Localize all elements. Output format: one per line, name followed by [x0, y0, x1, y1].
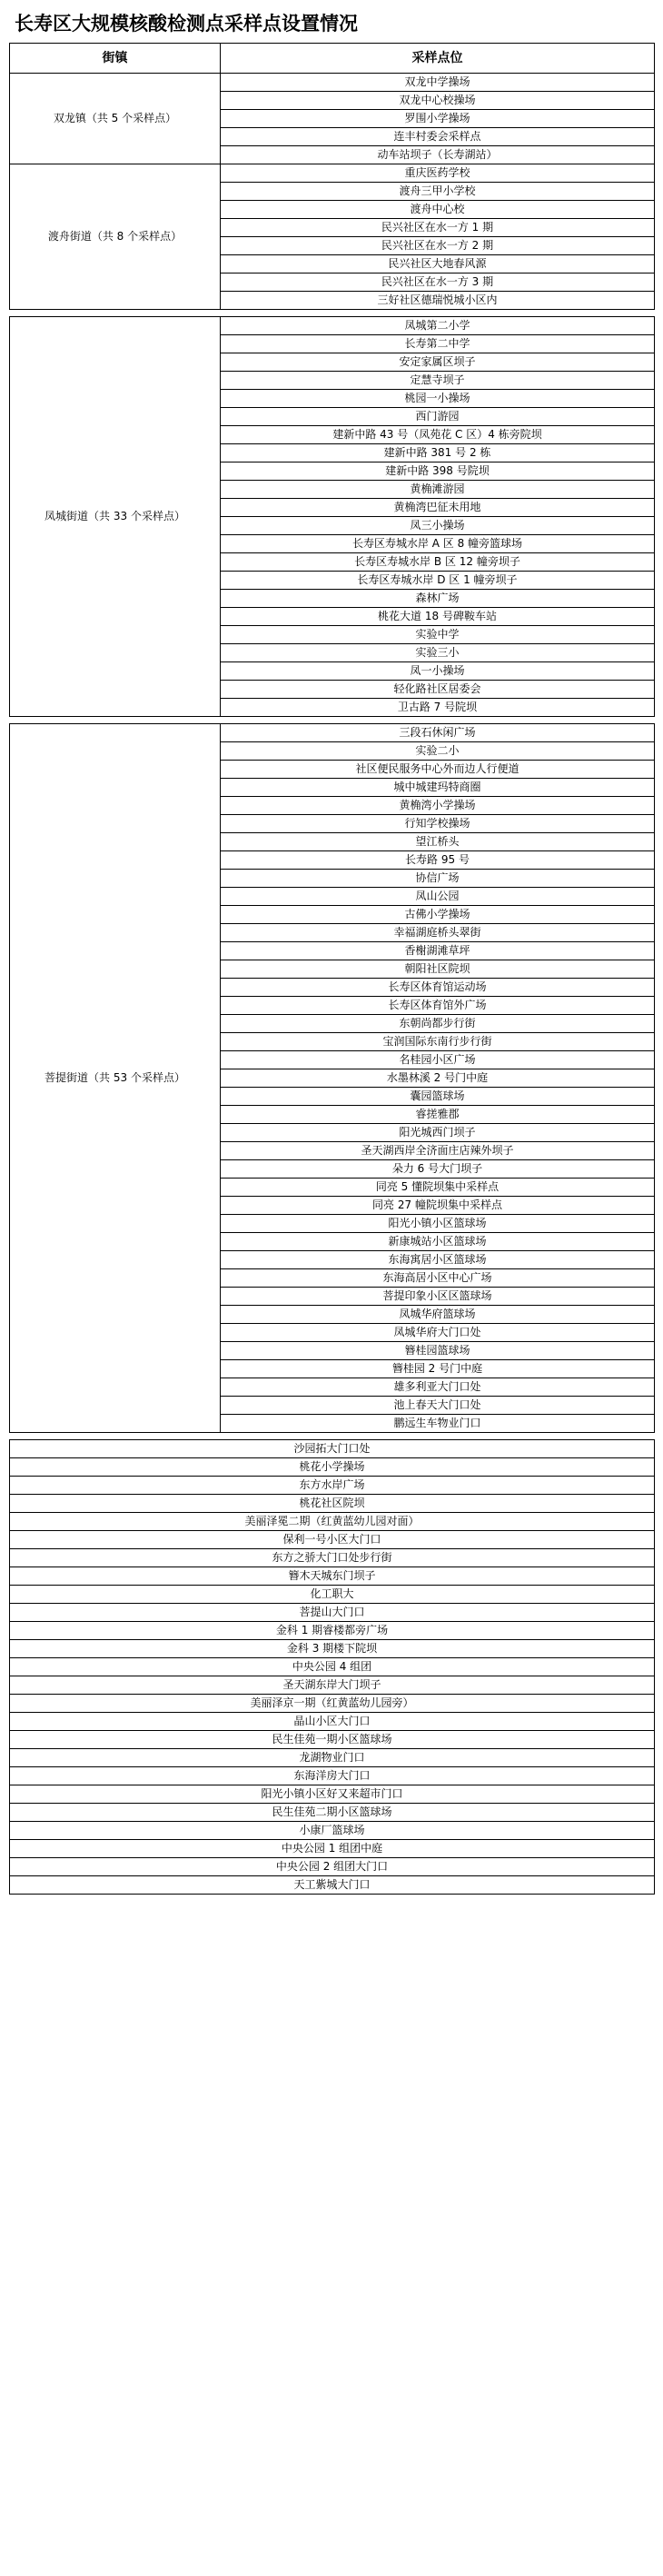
site-cell: 东朝尚都步行街 — [221, 1015, 655, 1033]
site-cell: 长寿区体育馆运动场 — [221, 979, 655, 997]
site-cell: 金科 1 期睿楼都旁广场 — [10, 1622, 655, 1640]
sampling-sites-table — [9, 316, 655, 717]
district-cell: 渡舟街道（共 8 个采样点） — [10, 164, 221, 310]
site-cell: 中央公园 1 组团中庭 — [10, 1840, 655, 1858]
site-cell: 阳光小镇小区篮球场 — [221, 1215, 655, 1233]
site-cell: 东海洋房大门口 — [10, 1767, 655, 1785]
table-row — [10, 1586, 655, 1604]
site-cell: 三段石休闲广场 — [221, 724, 655, 742]
table-gap — [9, 1433, 654, 1439]
table-row — [10, 1840, 655, 1858]
site-cell: 凤三小操场 — [221, 517, 655, 535]
site-cell: 黄桷滩游园 — [221, 481, 655, 499]
site-cell: 桃花小学操场 — [10, 1458, 655, 1477]
site-cell: 民生佳苑二期小区篮球场 — [10, 1804, 655, 1822]
table-row — [10, 1567, 655, 1586]
table-row — [10, 1713, 655, 1731]
site-cell: 美丽泽冕二期（红黄蓝幼儿园对面） — [10, 1513, 655, 1531]
site-cell: 行知学校操场 — [221, 815, 655, 833]
table-row — [10, 724, 655, 742]
table-row — [10, 74, 655, 92]
site-cell: 幸福湖庭桥头翠街 — [221, 924, 655, 942]
site-cell: 东方水岸广场 — [10, 1477, 655, 1495]
table-row — [10, 1695, 655, 1713]
site-cell: 化工职大 — [10, 1586, 655, 1604]
column-header-site: 采样点位 — [221, 44, 655, 74]
site-cell: 长寿区体育馆外广场 — [221, 997, 655, 1015]
site-cell: 朵力 6 号大门坝子 — [221, 1160, 655, 1179]
table-row — [10, 1604, 655, 1622]
site-cell: 民生佳苑一期小区篮球场 — [10, 1731, 655, 1749]
site-cell: 森林广场 — [221, 590, 655, 608]
site-cell: 罗围小学操场 — [221, 110, 655, 128]
site-cell: 城中城建玛特商圈 — [221, 779, 655, 797]
site-cell: 圣天湖东岸大门坝子 — [10, 1676, 655, 1695]
site-cell: 渡舟中心校 — [221, 201, 655, 219]
site-cell: 同亮 5 懂院坝集中采样点 — [221, 1179, 655, 1197]
site-cell: 长寿路 95 号 — [221, 851, 655, 870]
site-cell: 朝阳社区院坝 — [221, 960, 655, 979]
site-cell: 古佛小学操场 — [221, 906, 655, 924]
table-row — [10, 317, 655, 335]
site-cell: 凤城华府篮球场 — [221, 1306, 655, 1324]
table-header-row — [10, 44, 655, 74]
table-row — [10, 1622, 655, 1640]
site-cell: 民兴社区在水一方 2 期 — [221, 237, 655, 255]
site-cell: 长寿区寿城水岸 D 区 1 幢旁坝子 — [221, 572, 655, 590]
site-cell: 中央公园 2 组团大门口 — [10, 1858, 655, 1876]
site-cell: 三好社区德瑞悦城小区内 — [221, 292, 655, 310]
site-cell: 菩提印象小区区篮球场 — [221, 1288, 655, 1306]
site-cell: 卫古路 7 号院坝 — [221, 699, 655, 717]
site-cell: 建新中路 43 号（凤苑花 C 区）4 栋旁院坝 — [221, 426, 655, 444]
site-cell: 渡舟三甲小学校 — [221, 183, 655, 201]
site-cell: 安定家属区坝子 — [221, 353, 655, 372]
table-row — [10, 1477, 655, 1495]
site-cell: 社区便民服务中心外而边人行便道 — [221, 761, 655, 779]
table-row — [10, 1440, 655, 1458]
site-cell: 中央公园 4 组团 — [10, 1658, 655, 1676]
site-cell: 桃花社区院坝 — [10, 1495, 655, 1513]
site-cell: 凤一小操场 — [221, 662, 655, 681]
sampling-sites-table-host — [9, 43, 654, 1895]
table-row — [10, 1858, 655, 1876]
table-row — [10, 1458, 655, 1477]
site-cell: 长寿第二中学 — [221, 335, 655, 353]
sampling-sites-table — [9, 43, 655, 310]
site-cell: 东海寓居小区篮球场 — [221, 1251, 655, 1269]
site-cell: 长寿区寿城水岸 B 区 12 幢旁坝子 — [221, 553, 655, 572]
site-cell: 阳光城西门坝子 — [221, 1124, 655, 1142]
site-cell: 簪桂园 2 号门中庭 — [221, 1360, 655, 1378]
site-cell: 宝润国际东南行步行街 — [221, 1033, 655, 1051]
site-cell: 美丽泽京一期（红黄蓝幼儿园旁） — [10, 1695, 655, 1713]
district-cell: 凤城街道（共 33 个采样点） — [10, 317, 221, 717]
site-cell: 协信广场 — [221, 870, 655, 888]
site-cell: 重庆医药学校 — [221, 164, 655, 183]
table-row — [10, 164, 655, 183]
table-row — [10, 1876, 655, 1895]
site-cell: 西门游园 — [221, 408, 655, 426]
site-cell: 天工紫城大门口 — [10, 1876, 655, 1895]
site-cell: 池上春天大门口处 — [221, 1397, 655, 1415]
site-cell: 簪木天城东门坝子 — [10, 1567, 655, 1586]
site-cell: 金科 3 期楼下院坝 — [10, 1640, 655, 1658]
site-cell: 桃园一小操场 — [221, 390, 655, 408]
site-cell: 菩提山大门口 — [10, 1604, 655, 1622]
table-row — [10, 1749, 655, 1767]
table-row — [10, 1767, 655, 1785]
site-cell: 民兴社区大地春风源 — [221, 255, 655, 274]
site-cell: 桃花大道 18 号碑鞍车站 — [221, 608, 655, 626]
site-cell: 黄桷湾小学操场 — [221, 797, 655, 815]
site-cell: 东方之骄大门口处步行街 — [10, 1549, 655, 1567]
site-cell: 香榭湖滩草坪 — [221, 942, 655, 960]
site-cell: 黄桷湾巴征未用地 — [221, 499, 655, 517]
site-cell: 实验三小 — [221, 644, 655, 662]
site-cell: 名桂园小区广场 — [221, 1051, 655, 1069]
table-row — [10, 1785, 655, 1804]
site-cell: 晶山小区大门口 — [10, 1713, 655, 1731]
table-row — [10, 1531, 655, 1549]
site-cell: 鹏远生车物业门口 — [221, 1415, 655, 1433]
site-cell: 实验中学 — [221, 626, 655, 644]
site-cell: 双龙中学操场 — [221, 74, 655, 92]
site-cell: 保利一号小区大门口 — [10, 1531, 655, 1549]
site-cell: 囊园篮球场 — [221, 1088, 655, 1106]
site-cell: 凤山公园 — [221, 888, 655, 906]
site-cell: 阳光小镇小区好又来超市门口 — [10, 1785, 655, 1804]
site-cell: 小康厂篮球场 — [10, 1822, 655, 1840]
table-row — [10, 1549, 655, 1567]
site-cell: 睿搓雅郡 — [221, 1106, 655, 1124]
table-row — [10, 1804, 655, 1822]
table-row — [10, 1658, 655, 1676]
site-cell: 东海高居小区中心广场 — [221, 1269, 655, 1288]
table-row — [10, 1513, 655, 1531]
site-cell: 凤城第二小学 — [221, 317, 655, 335]
table-row — [10, 1640, 655, 1658]
column-header-district: 街镇 — [10, 44, 221, 74]
site-cell: 沙园拓大门口处 — [10, 1440, 655, 1458]
site-cell: 凤城华府大门口处 — [221, 1324, 655, 1342]
table-row — [10, 1495, 655, 1513]
site-cell: 望江桥头 — [221, 833, 655, 851]
site-cell: 轻化路社区居委会 — [221, 681, 655, 699]
site-cell: 实验二小 — [221, 742, 655, 761]
table-row — [10, 1731, 655, 1749]
table-row — [10, 1676, 655, 1695]
site-cell: 定慧寺坝子 — [221, 372, 655, 390]
table-gap — [9, 717, 654, 723]
site-cell: 长寿区寿城水岸 A 区 8 幢旁篮球场 — [221, 535, 655, 553]
table-gap — [9, 310, 654, 316]
site-cell: 水墨林溪 2 号门中庭 — [221, 1069, 655, 1088]
page-title: 长寿区大规模核酸检测点采样点设置情况 — [15, 13, 358, 35]
site-cell: 新康城站小区篮球场 — [221, 1233, 655, 1251]
site-cell: 建新中路 381 号 2 栋 — [221, 444, 655, 462]
site-cell: 连丰村委会采样点 — [221, 128, 655, 146]
sampling-sites-table — [9, 723, 655, 1433]
district-cell: 菩提街道（共 53 个采样点） — [10, 724, 221, 1433]
site-cell: 同亮 27 幢院坝集中采样点 — [221, 1197, 655, 1215]
site-cell: 龙湖物业门口 — [10, 1749, 655, 1767]
sampling-sites-table — [9, 1439, 655, 1895]
site-cell: 民兴社区在水一方 3 期 — [221, 274, 655, 292]
district-cell: 双龙镇（共 5 个采样点） — [10, 74, 221, 164]
site-cell: 建新中路 398 号院坝 — [221, 462, 655, 481]
site-cell: 双龙中心校操场 — [221, 92, 655, 110]
site-cell: 动车站坝子（长寿湖站） — [221, 146, 655, 164]
table-row — [10, 1822, 655, 1840]
site-cell: 簪桂园篮球场 — [221, 1342, 655, 1360]
site-cell: 圣天湖西岸全济面庄店辣外坝子 — [221, 1142, 655, 1160]
site-cell: 雄多利亚大门口处 — [221, 1378, 655, 1397]
site-cell: 民兴社区在水一方 1 期 — [221, 219, 655, 237]
